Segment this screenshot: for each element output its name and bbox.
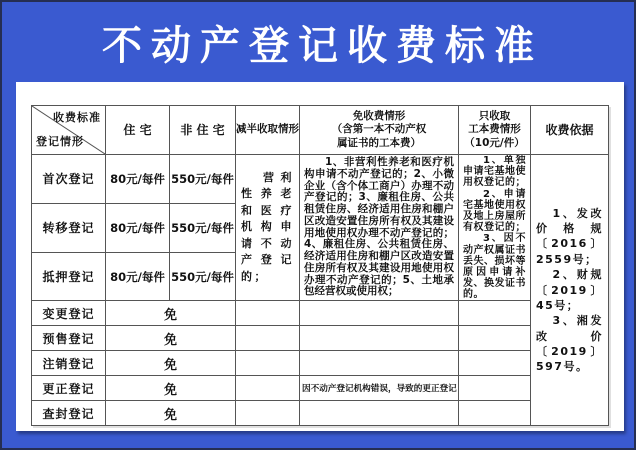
row-label: 预售登记 xyxy=(32,326,106,351)
table-row-cancellation-registration xyxy=(32,351,609,376)
header-free-line-2: （含第一本不动产权 xyxy=(331,123,427,136)
header-free-line-3: 属证书的工本费） xyxy=(337,136,421,149)
table-row-seizure-registration xyxy=(32,401,609,426)
row-label: 变更登记 xyxy=(32,301,106,326)
half-fee-empty-cell xyxy=(236,301,300,326)
residential-fee: 80元/每件 xyxy=(106,252,170,301)
free-note-empty-cell xyxy=(300,351,459,376)
content-panel xyxy=(16,82,624,431)
header-cost-only-line-1: 只收取 xyxy=(478,109,511,122)
header-cost-only xyxy=(459,106,531,155)
table-row-first-registration xyxy=(32,155,609,204)
correction-registration-note: 因不动产登记机构错误，导致的更正登记 xyxy=(300,376,459,401)
cost-only-item-1: 1、单独申请宅基地使用权登记的； xyxy=(463,155,526,189)
half-fee-note-cell xyxy=(236,155,300,301)
corner-header-cell xyxy=(32,106,106,155)
fee-standard-table xyxy=(31,105,609,426)
cost-only-note-cell xyxy=(459,155,531,301)
row-label: 抵押登记 xyxy=(32,252,106,301)
free-note-empty-cell xyxy=(300,326,459,351)
residential-fee: 80元/每件 xyxy=(106,203,170,252)
free-note-empty-cell xyxy=(300,401,459,426)
residential-fee: 80元/每件 xyxy=(106,155,170,204)
header-residential: 住 宅 xyxy=(106,106,170,155)
page-title: 不动产登记收费标准 xyxy=(102,22,543,69)
exempt-fee: 免 xyxy=(106,351,236,376)
fee-basis-item-2: 2、财规〔2019〕45号； xyxy=(536,268,603,312)
header-free-of-charge xyxy=(300,106,459,155)
cost-only-empty-cell xyxy=(459,401,531,426)
free-of-charge-note-cell xyxy=(300,155,459,301)
non-residential-fee: 550元/每件 xyxy=(170,155,236,204)
row-label: 转移登记 xyxy=(32,203,106,252)
free-note-empty-cell xyxy=(300,301,459,326)
row-label: 注销登记 xyxy=(32,351,106,376)
table-row-presale-registration xyxy=(32,326,609,351)
corner-label-registration-type: 登记情形 xyxy=(36,135,84,149)
cost-only-empty-cell xyxy=(459,326,531,351)
cost-only-item-3: 3、因不动产权属证书丢失、损坏等原因申请补发、换发证书的。 xyxy=(463,233,526,301)
fee-basis-item-3: 3、湘发改价〔2019〕597号。 xyxy=(536,314,603,374)
corner-label-fee-standard: 收费标准 xyxy=(53,111,101,124)
cost-only-empty-cell xyxy=(459,351,531,376)
header-cost-only-line-3: （10元/件） xyxy=(464,136,525,149)
non-residential-fee: 550元/每件 xyxy=(170,252,236,301)
table-row-correction-registration xyxy=(32,376,609,401)
half-fee-empty-cell xyxy=(236,351,300,376)
cost-only-item-2: 2、申请宅基地使用权及地上房屋所有权登记的； xyxy=(463,188,526,234)
header-free-line-1: 免收费情形 xyxy=(352,109,406,122)
header-half-fee: 减半收取情形 xyxy=(236,106,300,155)
half-fee-note: 营利性养老和医疗机构申请不动产登记的； xyxy=(241,170,294,283)
exempt-fee: 免 xyxy=(106,326,236,351)
exempt-fee: 免 xyxy=(106,401,236,426)
exempt-fee: 免 xyxy=(106,376,236,401)
header-cost-only-line-2: 工本费情形 xyxy=(468,123,521,136)
half-fee-empty-cell xyxy=(236,376,300,401)
non-residential-fee: 550元/每件 xyxy=(170,203,236,252)
half-fee-empty-cell xyxy=(236,401,300,426)
fee-basis-cell xyxy=(531,155,609,426)
row-label: 首次登记 xyxy=(32,155,106,204)
row-label: 查封登记 xyxy=(32,401,106,426)
fee-basis-item-1: 1、发改价格规〔2016〕2559号； xyxy=(536,206,603,266)
header-non-residential: 非 住 宅 xyxy=(170,106,236,155)
header-fee-basis: 收费依据 xyxy=(531,106,609,155)
exempt-fee: 免 xyxy=(106,301,236,326)
table-row-change-registration xyxy=(32,301,609,326)
title-bar xyxy=(2,2,634,82)
half-fee-empty-cell xyxy=(236,326,300,351)
row-label: 更正登记 xyxy=(32,376,106,401)
free-of-charge-note: 1、非营利性养老和医疗机构申请不动产登记的；2、小微企业（含个体工商户）办理不动产登记的；3、廉租住房、公共租赁住房、经济适用住房和棚户区改造安置住房所有权及其建设用地使用权办理不动产登记的；4、廉租住房、公共租赁住房、经济适用住房和棚户区改造安置住房所有权及其建设用地使用权办理不动产登记的；5、土地承包经营权或使用权； xyxy=(304,156,454,298)
header-row xyxy=(32,106,609,155)
cost-only-empty-cell xyxy=(459,301,531,326)
cost-only-empty-cell xyxy=(459,376,531,401)
